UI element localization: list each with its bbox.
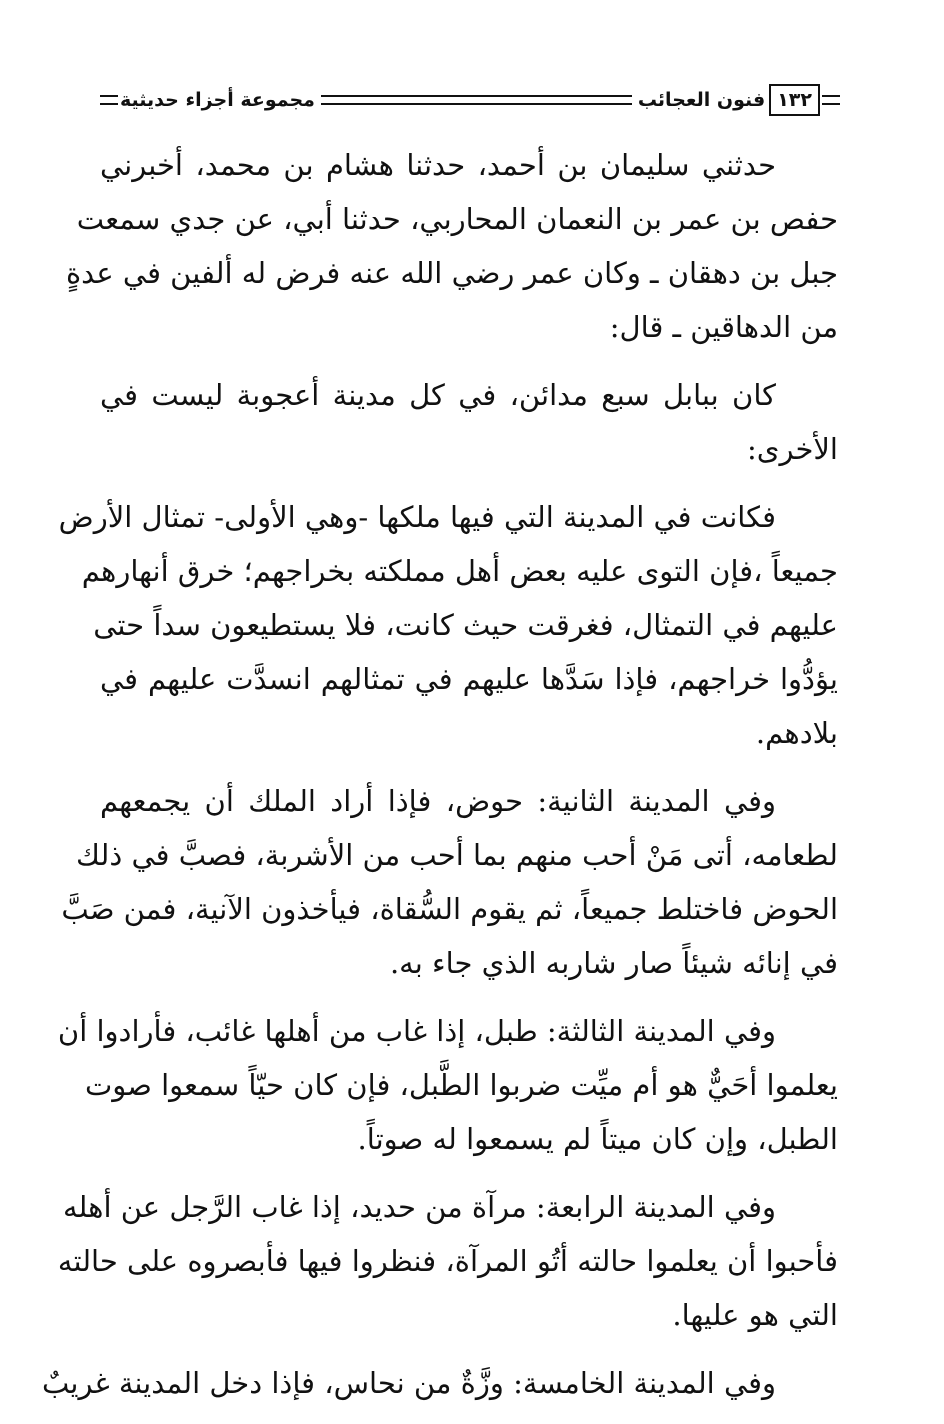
text-line: جميعاً ،فإن التوى عليه بعض أهل مملكته بخراجهم؛ خرق أنهارهم <box>81 554 838 588</box>
text-line: جبل بن دهقان ـ وكان عمر رضي الله عنه فرض له ألفين في عدةٍ <box>65 256 838 290</box>
text-line: من الدهاقين ـ قال: <box>609 310 838 344</box>
paragraph-5 <box>57 1004 838 1166</box>
text-line: لطعامه، أتى مَنْ أحب منهم بما أحب من الأشربة، فصبَّ في ذلك <box>76 838 838 872</box>
text-line: يؤدُّوا خراجهم، فإذا سَدَّها عليهم في تمثالهم انسدَّت عليهم في <box>100 662 838 696</box>
book-title: فنون العجائب <box>637 89 766 111</box>
page-body <box>41 138 838 1424</box>
paragraph-2 <box>100 368 838 476</box>
text-line: وفي المدينة الثالثة: طبل، إذا غاب من أهلها غائب، فأرادوا أن <box>57 1014 776 1048</box>
text-line: الطبل، وإن كان ميتاً لم يسمعوا له صوتاً. <box>357 1122 838 1156</box>
page-number: ١٣٢ <box>769 84 820 116</box>
paragraph-3 <box>58 490 838 760</box>
text-line: التي هو عليها. <box>672 1298 838 1332</box>
paragraph-7 <box>41 1356 838 1410</box>
paragraph-6 <box>57 1180 838 1342</box>
text-line: كان ببابل سبع مدائن، في كل مدينة أعجوبة ليست في <box>100 378 776 412</box>
collection-title: مجموعة أجزاء حديثية <box>120 89 315 111</box>
text-line: وفي المدينة الخامسة: وزَّةٌ من نحاس، فإذا دخل المدينة غريبٌ <box>41 1366 776 1400</box>
paragraph-4 <box>61 774 838 990</box>
header-rule-middle <box>321 95 632 105</box>
paragraph-1 <box>65 138 838 354</box>
text-line: الأخرى: <box>747 432 838 466</box>
text-line: وفي المدينة الثانية: حوض، فإذا أراد الملك أن يجمعهم <box>100 784 776 818</box>
text-line: وفي المدينة الرابعة: مرآة من حديد، إذا غاب الرَّجل عن أهله <box>63 1190 776 1224</box>
text-line: بلادهم. <box>755 716 838 750</box>
text-line: فكانت في المدينة التي فيها ملكها -وهي الأولى- تمثال الأرض <box>58 500 776 534</box>
text-line: الحوض فاختلط جميعاً، ثم يقوم السُّقاة، فيأخذون الآنية، فمن صَبَّ <box>61 892 838 926</box>
text-line: حفص بن عمر بن النعمان المحاربي، حدثنا أبي، عن جدي سمعت <box>76 202 838 236</box>
header-rule-left <box>100 95 118 105</box>
header-rule-right <box>822 95 840 105</box>
text-line: فأحبوا أن يعلموا حالته أتُو المرآة، فنظروا فيها فأبصروه على حالته <box>57 1244 838 1278</box>
text-line: حدثني سليمان بن أحمد، حدثنا هشام بن محمد، أخبرني <box>100 148 776 182</box>
text-line: عليهم في التمثال، فغرقت حيث كانت، فلا يستطيعون سداً حتى <box>93 608 838 642</box>
text-line: يعلموا أحَيٌّ هو أم ميِّت ضربوا الطَّبل، فإن كان حيّاً سمعوا صوت <box>84 1068 838 1102</box>
running-header <box>100 80 840 120</box>
text-line: في إنائه شيئاً صار شاربه الذي جاء به. <box>389 946 838 980</box>
